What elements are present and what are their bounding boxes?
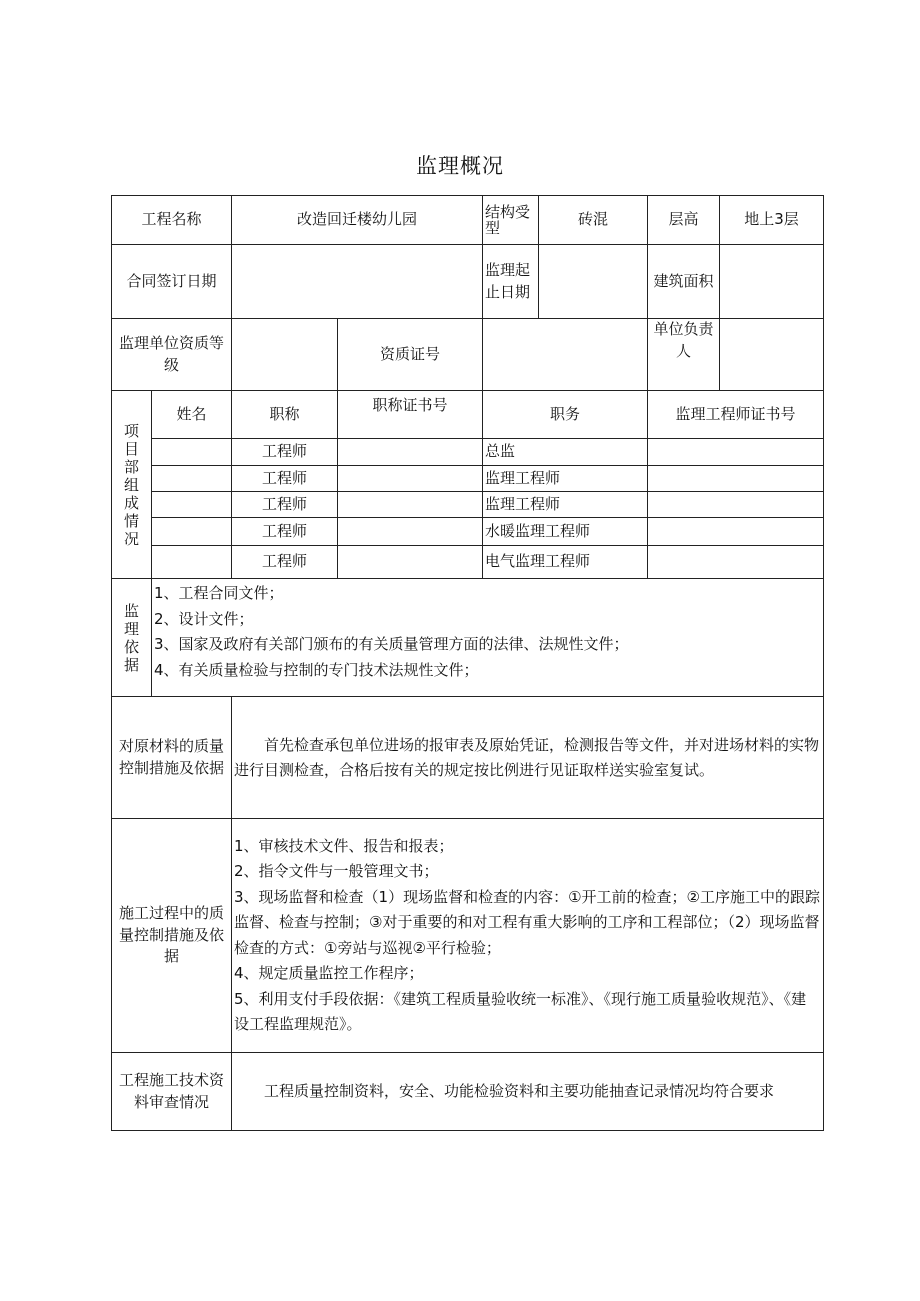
review-text: 工程质量控制资料，安全、功能检验资料和主要功能抽查记录情况均符合要求 (264, 1082, 775, 1101)
building-area-label: 建筑面积 (648, 245, 720, 319)
staff-title-cert (338, 466, 483, 492)
structure-value: 砖混 (539, 196, 648, 245)
materials-text: 首先检查承包单位进场的报审表及原始凭证，检测报告等文件，并对进场材料的实物进行目测检查，合格后按有关的规定按比例进行见证取样送实验室复试。 (234, 735, 820, 779)
staff-position: 监理工程师 (483, 466, 648, 492)
staff-title: 工程师 (232, 439, 338, 466)
staff-engineer-cert (648, 518, 824, 546)
staff-engineer-cert (648, 546, 824, 579)
materials-label: 对原材料的质量控制措施及依据 (112, 697, 232, 819)
staff-name (152, 518, 232, 546)
basis-label-text: 监理依据 (124, 601, 140, 674)
process-item: 2、指令文件与一般管理文书； (234, 862, 439, 880)
floors-label: 层高 (648, 196, 720, 245)
building-area-value (720, 245, 824, 319)
staff-title: 工程师 (232, 492, 338, 518)
certificate-no-value (483, 319, 648, 391)
basis-item: 1、工程合同文件； (154, 584, 284, 602)
staff-header-title-cert: 职称证书号 (338, 391, 483, 439)
table-row (112, 439, 824, 466)
staff-title-cert (338, 546, 483, 579)
staff-title: 工程师 (232, 546, 338, 579)
staff-header-engineer-cert: 监理工程师证书号 (648, 391, 824, 439)
certificate-no-label: 资质证号 (338, 319, 483, 391)
staff-title: 工程师 (232, 518, 338, 546)
basis-item: 4、有关质量检验与控制的专门技术法规性文件； (154, 660, 479, 679)
review-text-cell (232, 1053, 824, 1131)
process-label: 施工过程中的质量控制措施及依据 (112, 819, 232, 1053)
staff-engineer-cert (648, 492, 824, 518)
staff-header-position: 职务 (483, 391, 648, 439)
table-row (112, 466, 824, 492)
review-label: 工程施工技术资料审查情况 (112, 1053, 232, 1131)
process-list (232, 819, 824, 1053)
staff-position: 水暖监理工程师 (483, 518, 648, 546)
unit-head-label: 单位负责人 (648, 319, 720, 391)
staff-position: 监理工程师 (483, 492, 648, 518)
basis-list (152, 579, 824, 697)
contract-date-value (232, 245, 483, 319)
staff-title-cert (338, 518, 483, 546)
staff-name (152, 546, 232, 579)
materials-text-cell (232, 697, 824, 819)
table-row (112, 492, 824, 518)
process-item: 3、现场监督和检查（1）现场监督和检查的内容：①开工前的检查；②工序施工中的跟踪监督、检查与控制；③对于重要的和对工程有重大影响的工序和工程部位；（2）现场监督检查的方式：①旁站与巡视②平行检验； (234, 887, 821, 957)
staff-name (152, 439, 232, 466)
staff-section-label (112, 391, 152, 579)
page-title: 监理概况 (416, 154, 504, 178)
qualification-grade-label: 监理单位资质等级 (112, 319, 232, 391)
staff-position: 电气监理工程师 (483, 546, 648, 579)
contract-date-label: 合同签订日期 (112, 245, 232, 319)
supervision-period-label: 监理起止日期 (483, 245, 539, 319)
staff-section-label-text: 项目部组成情况 (124, 421, 140, 548)
process-item: 4、规定质量监控工作程序； (234, 964, 424, 982)
unit-head-value (720, 319, 824, 391)
staff-header-name: 姓名 (152, 391, 232, 439)
floors-value: 地上3层 (720, 196, 824, 245)
supervision-summary-table (111, 195, 824, 1131)
qualification-grade-value (232, 319, 338, 391)
process-item: 5、利用支付手段依据：《建筑工程质量验收统一标准》、《现行施工质量验收规范》、《建设工程监理规范》。 (234, 989, 807, 1033)
basis-item: 3、国家及政府有关部门颁布的有关质量管理方面的法律、法规性文件； (154, 635, 629, 653)
staff-title: 工程师 (232, 466, 338, 492)
table-row (112, 518, 824, 546)
staff-name (152, 492, 232, 518)
staff-position: 总监 (483, 439, 648, 466)
project-name-value: 改造回迁楼幼儿园 (232, 196, 483, 245)
staff-engineer-cert (648, 439, 824, 466)
basis-item: 2、设计文件； (154, 609, 254, 628)
staff-name (152, 466, 232, 492)
basis-label (112, 579, 152, 697)
staff-engineer-cert (648, 466, 824, 492)
project-name-label: 工程名称 (112, 196, 232, 245)
staff-title-cert (338, 492, 483, 518)
staff-title-cert (338, 439, 483, 466)
table-row (112, 546, 824, 579)
supervision-period-value (539, 245, 648, 319)
process-item: 1、审核技术文件、报告和报表； (234, 836, 454, 855)
staff-header-title: 职称 (232, 391, 338, 439)
structure-label: 结构受型 (483, 196, 539, 245)
